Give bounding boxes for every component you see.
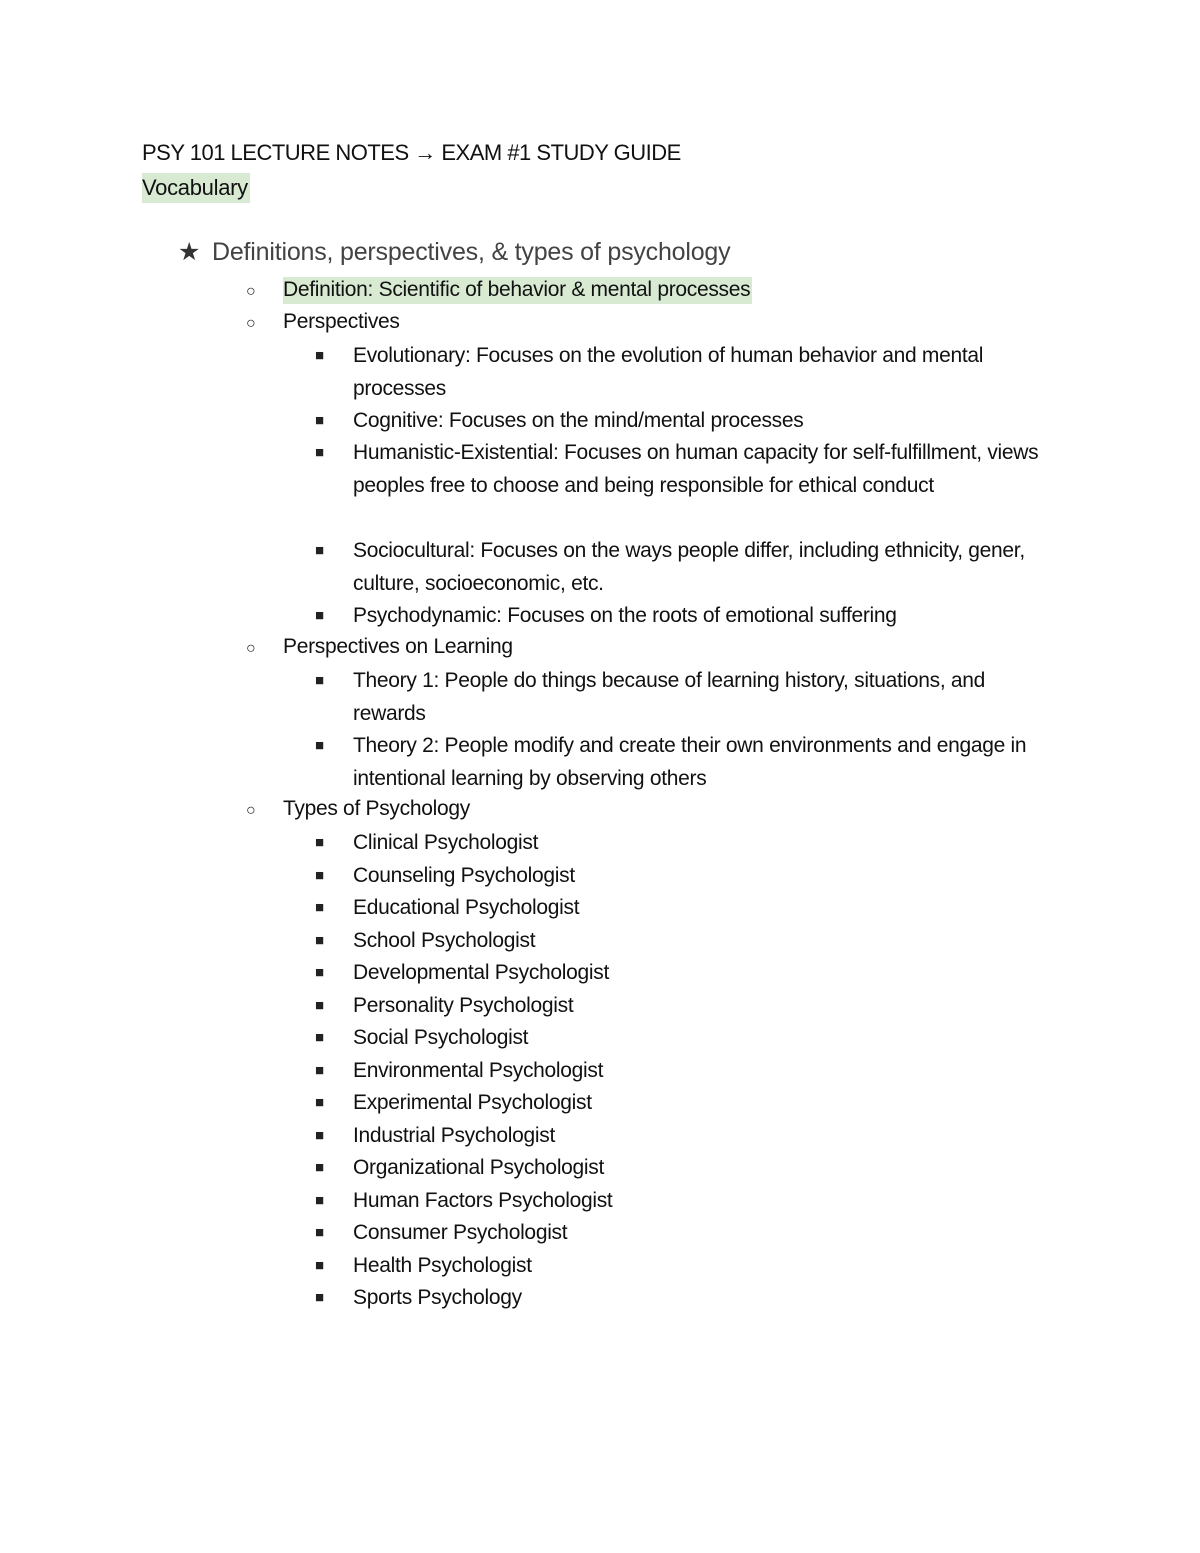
list-item-label: Counseling Psychologist	[353, 863, 575, 887]
list-item-label: Personality Psychologist	[353, 993, 574, 1017]
list-item	[315, 1152, 1045, 1185]
list-item-label: Perspectives on Learning	[283, 635, 513, 658]
list-item-definition	[246, 278, 752, 302]
list-item	[315, 925, 1045, 958]
list-item-perspectives-learning	[246, 635, 513, 659]
list-item-label: Cognitive: Focuses on the mind/mental processes	[353, 409, 804, 432]
square-bullet-icon: ■	[315, 542, 324, 559]
list-item	[315, 1185, 1045, 1218]
list-item-label: Experimental Psychologist	[353, 1091, 592, 1114]
square-bullet-icon: ■	[315, 672, 324, 689]
list-item-perspectives	[246, 310, 400, 334]
list-item-label: Industrial Psychologist	[353, 1123, 556, 1147]
list-item	[315, 1022, 1045, 1055]
list-item	[315, 437, 1045, 502]
circle-bullet-icon: ○	[246, 283, 256, 300]
list-item-label: Developmental Psychologist	[353, 961, 610, 984]
document-title: PSY 101 LECTURE NOTES → EXAM #1 STUDY GUIDE	[142, 140, 681, 165]
square-bullet-icon: ■	[315, 899, 324, 916]
list-item	[315, 1217, 1045, 1250]
square-bullet-icon: ■	[315, 866, 324, 884]
list-item-label: Educational Psychologist	[353, 896, 580, 919]
circle-bullet-icon: ○	[246, 802, 256, 819]
square-bullet-icon: ■	[315, 347, 324, 364]
square-bullet-icon: ■	[315, 737, 324, 754]
list-item	[315, 1250, 1045, 1283]
star-bullet-icon: ★	[178, 238, 201, 266]
list-item	[315, 860, 1045, 893]
list-item-label: Theory 2: People modify and create their own environments and engage in intentional learning by observing others	[353, 734, 1027, 790]
square-bullet-icon: ■	[315, 1126, 324, 1144]
square-bullet-icon: ■	[315, 1029, 324, 1046]
list-item	[315, 730, 1045, 795]
list-item	[315, 957, 1045, 990]
list-item-label: Definition: Scientific of behavior & mental processes	[283, 277, 752, 304]
list-item-label: Social Psychologist	[353, 1026, 529, 1049]
square-bullet-icon: ■	[315, 1224, 324, 1241]
list-item-label: Evolutionary: Focuses on the evolution of human behavior and mental processes	[353, 344, 984, 400]
list-item	[315, 1087, 1045, 1120]
square-bullet-icon: ■	[315, 1289, 324, 1306]
square-bullet-icon: ■	[315, 1256, 324, 1274]
square-bullet-icon: ■	[315, 412, 324, 429]
list-item	[315, 340, 1045, 405]
list-item	[315, 827, 1045, 860]
list-item	[315, 1120, 1045, 1153]
list-item-label: Health Psychologist	[353, 1253, 532, 1277]
list-item-label: Clinical Psychologist	[353, 831, 539, 854]
list-item	[315, 892, 1045, 925]
list-item-label: Organizational Psychologist	[353, 1156, 605, 1179]
list-item-label: Theory 1: People do things because of learning history, situations, and rewards	[353, 669, 986, 725]
square-bullet-icon: ■	[315, 444, 324, 461]
square-bullet-icon: ■	[315, 964, 324, 981]
list-item-label: Humanistic-Existential: Focuses on human capacity for self-fulfillment, views peoples free to choose and being responsible for ethical conduct	[353, 441, 1039, 497]
list-item-types	[246, 797, 470, 821]
circle-bullet-icon: ○	[246, 315, 256, 332]
list-item	[315, 405, 1045, 438]
square-bullet-icon: ■	[315, 1061, 324, 1079]
list-item	[315, 1055, 1045, 1088]
list-item	[315, 1282, 1045, 1315]
list-item-label: Human Factors Psychologist	[353, 1188, 613, 1212]
square-bullet-icon: ■	[315, 1191, 324, 1209]
vocabulary-heading: Vocabulary	[142, 173, 250, 203]
section-heading	[178, 237, 730, 267]
section-heading-text: Definitions, perspectives, & types of psychology	[212, 238, 731, 266]
list-item	[315, 535, 1045, 600]
square-bullet-icon: ■	[315, 996, 324, 1014]
list-item	[315, 600, 1045, 633]
circle-bullet-icon: ○	[246, 640, 256, 657]
list-item-label: Environmental Psychologist	[353, 1058, 604, 1082]
list-item	[315, 990, 1045, 1023]
list-item-label: Psychodynamic: Focuses on the roots of emotional suffering	[353, 604, 897, 627]
list-item-label: Perspectives	[283, 310, 400, 333]
square-bullet-icon: ■	[315, 1159, 324, 1176]
list-item-label: Consumer Psychologist	[353, 1221, 568, 1244]
list-item-label: School Psychologist	[353, 928, 536, 952]
list-item-label: Sociocultural: Focuses on the ways people differ, including ethnicity, gener, culture, socioeconomic, etc.	[353, 539, 1025, 595]
list-item-label: Types of Psychology	[283, 797, 470, 820]
square-bullet-icon: ■	[315, 931, 324, 949]
square-bullet-icon: ■	[315, 1094, 324, 1111]
list-item-label: Sports Psychology	[353, 1286, 522, 1309]
square-bullet-icon: ■	[315, 607, 324, 624]
square-bullet-icon: ■	[315, 834, 324, 851]
list-item	[315, 665, 1045, 730]
